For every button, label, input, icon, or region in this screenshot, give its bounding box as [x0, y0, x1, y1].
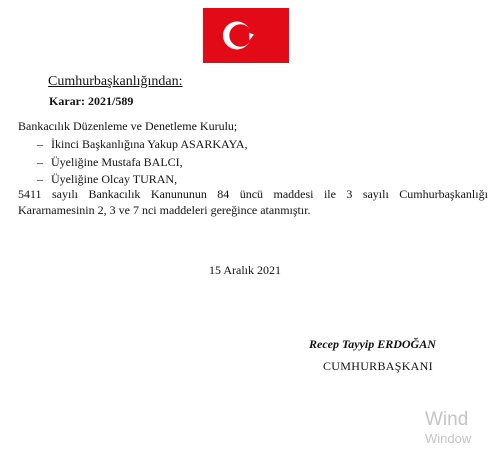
signer-first-names: Recep Tayyip [309, 337, 378, 351]
legal-basis-word: 84 [217, 187, 230, 201]
dash-bullet: – [37, 172, 43, 186]
signer-title: CUMHURBAŞKANI [323, 359, 433, 373]
legal-basis-word: Cumhurbaşkanlığı [399, 187, 488, 201]
appointment-item [37, 155, 183, 170]
appointment-item [37, 172, 177, 187]
appointment-text: Üyeliğine Mustafa BALCI, [51, 155, 183, 169]
dash-bullet: – [37, 137, 43, 151]
issuer-heading: Cumhurbaşkanlığından: [48, 74, 183, 89]
legal-basis-word: sayılı [52, 187, 78, 201]
appointment-text: Üyeliğine Olcay TURAN, [51, 172, 178, 186]
legal-basis-line-1 [18, 187, 488, 202]
signer-name [309, 337, 436, 352]
appointment-item [37, 137, 248, 152]
activation-watermark [425, 410, 471, 445]
legal-basis-word: 5411 [18, 187, 42, 201]
legal-basis-word: üncü [239, 187, 264, 201]
decision-number: Karar: 2021/589 [49, 94, 134, 108]
legal-basis-word: ile [323, 187, 336, 201]
legal-basis-word: 3 [346, 187, 353, 201]
legal-basis-word: Kanununun [150, 187, 207, 201]
dash-bullet: – [37, 155, 43, 169]
watermark-line-1: Wind [425, 409, 469, 430]
turkish-flag-icon [203, 8, 289, 63]
board-name: Bankacılık Düzenleme ve Denetleme Kurulu; [18, 119, 238, 133]
decision-date: 15 Aralık 2021 [209, 263, 281, 277]
legal-basis-word: maddesi [273, 187, 314, 201]
legal-basis-word: Bankacılık [88, 187, 141, 201]
legal-basis-line-2: Kararnamesinin 2, 3 ve 7 nci maddeleri gereğince atanmıştır. [18, 203, 311, 217]
signer-surname: ERDOĞAN [377, 337, 436, 351]
watermark-line-2: Window [425, 431, 472, 446]
legal-basis-word: sayılı [362, 187, 389, 201]
appointment-text: İkinci Başkanlığına Yakup ASARKAYA, [51, 137, 248, 151]
